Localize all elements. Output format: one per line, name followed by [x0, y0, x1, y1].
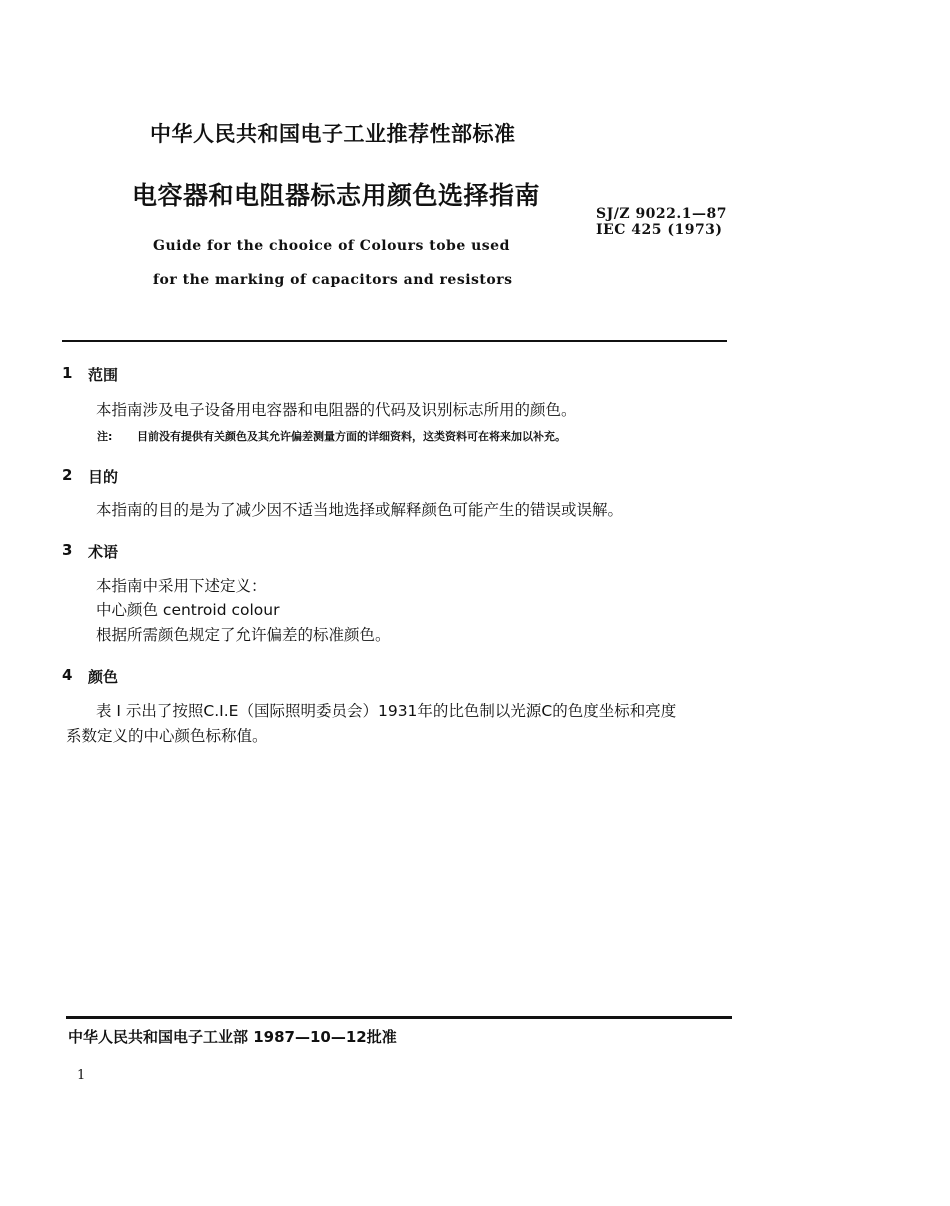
section-1-paragraph: 本指南涉及电子设备用电容器和电阻器的代码及识别标志所用的颜色。	[96, 401, 577, 419]
section-3-title: 术语	[88, 543, 119, 561]
standard-title: 中华人民共和国电子工业推荐性部标准	[150, 122, 516, 146]
standard-code: SJ/Z 9022.1—87	[596, 206, 728, 222]
section-1-number: 1	[62, 364, 73, 382]
section-4-number: 4	[62, 666, 73, 684]
section-3-paragraph-1: 本指南中采用下述定义：	[96, 577, 267, 595]
section-4-paragraph-2: 系数定义的中心颜色标称值。	[66, 727, 268, 745]
section-1-title: 范围	[88, 366, 119, 384]
page-number: 1	[77, 1068, 86, 1083]
document-title-en-line1: Guide for the chooice of Colours tobe used	[153, 238, 510, 254]
section-3-paragraph-3: 根据所需颜色规定了允许偏差的标准颜色。	[96, 626, 391, 644]
document-title-en-line2: for the marking of capacitors and resistors	[153, 272, 513, 288]
section-2-title: 目的	[88, 468, 119, 486]
iec-code: IEC 425 (1973)	[596, 222, 723, 238]
document-title-cn: 电容器和电阻器标志用颜色选择指南	[132, 181, 541, 210]
header-divider	[62, 340, 727, 342]
section-1-note-label: 注:	[97, 430, 113, 443]
section-4-title: 颜色	[88, 668, 119, 686]
approval-line: 中华人民共和国电子工业部 1987—10—12批准	[68, 1028, 397, 1046]
section-1-note-text: 目前没有提供有关颜色及其允许偏差测量方面的详细资料，这类资料可在将来加以补充。	[137, 430, 566, 443]
section-4-paragraph-1: 表 I 示出了按照C.I.E（国际照明委员会）1931年的比色制以光源C的色度坐标和亮度	[96, 702, 677, 720]
section-2-number: 2	[62, 466, 73, 484]
section-3-number: 3	[62, 541, 73, 559]
section-3-paragraph-2: 中心颜色 centroid colour	[96, 601, 280, 619]
footer-divider	[66, 1016, 732, 1019]
section-2-paragraph: 本指南的目的是为了减少因不适当地选择或解释颜色可能产生的错误或误解。	[96, 501, 624, 519]
